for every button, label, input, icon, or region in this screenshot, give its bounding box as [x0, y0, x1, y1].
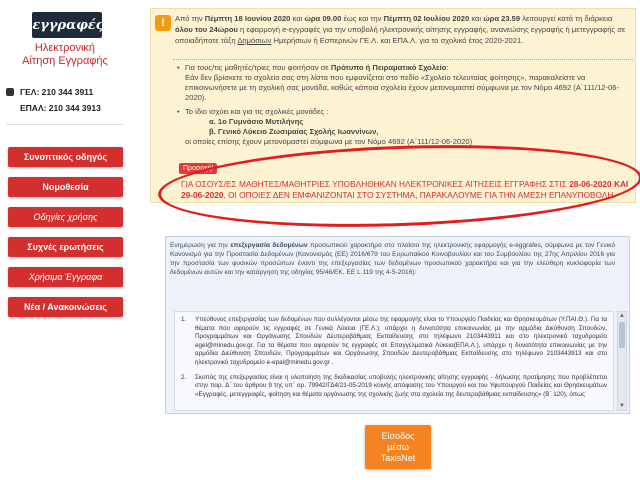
sidebar-divider [6, 124, 124, 125]
nav-documents-button[interactable]: Χρήσιμα Έγγραφα [8, 267, 123, 287]
gdpr-item [181, 374, 607, 400]
gdpr-panel [165, 236, 630, 414]
sidebar [0, 0, 130, 480]
date: 28-06-2020 [569, 179, 612, 189]
school-list [209, 117, 631, 137]
text: Ημερήσιων ή Εσπερινών ΓΕ.Λ. και ΕΠΑ.Λ. για το σχολικό έτος 2020-2021. [271, 36, 524, 45]
nav-news-button[interactable]: Νέα / Ανακοινώσεις [8, 297, 123, 317]
text: λειτουργεί κατά τη διάρκεια [520, 14, 613, 23]
all-day-text: όλου του 24ώρου [175, 25, 238, 34]
announcement-panel [150, 8, 636, 203]
divider [173, 59, 633, 60]
warning-icon: ! [155, 15, 171, 31]
app-title-line2: Αίτηση Εγγραφής [22, 55, 108, 67]
contact-phones [6, 82, 128, 118]
announcement-main-text [175, 13, 631, 46]
nav-legislation-button[interactable]: Νομοθεσία [8, 177, 123, 197]
login-label [381, 431, 416, 464]
login-line: TaxisNet [380, 452, 416, 463]
item-text: Υπεύθυνος επεξεργασίας των δεδομένων που συλλέγονται μέσω της εφαρμογής είναι το Υπουργείο Παιδείας και Θρησκευμάτων (Υ.ΠΑΙ.Θ.). Για τα θέματα που αφορούν τις εγγραφές σε Γενικά Λύκεια (ΓΕ.Λ.), υπάρχει η δυνατότητα επικοινωνίας με την αρμόδια Διεύθυνση Σπουδών, Προγραμμάτων και Οργάνωσης Σπουδών Δευτεροβάθμιας Εκπαίδευσης στο τηλέφωνο 2103443911 και στο ηλεκτρονικό ταχυδρομείο egel@minedu.gov.gr. Για τα θέματα που αφορούν τις εγγραφές σε Επαγγελματικά Λύκεια(ΕΠΑ.Λ.), υπάρχει η δυνατότητα επικοινωνίας με την αρμόδια Διεύθυνση Σπουδών, Προγραμμάτων και Οργάνωσης Σπουδών Δευτεροβάθμιας Εκπαίδευσης στο τηλέφωνο 2103443913 και στο ηλεκτρονικό ταχυδρομείο e-epal@minedu.gov.gr . [195, 316, 607, 366]
scroll-up-icon[interactable]: ▲ [619, 313, 625, 319]
app-title [0, 42, 130, 68]
school-item: α. 1ο Γυμνάσιο Μυτιλήνης [209, 117, 304, 126]
scroll-thumb[interactable] [619, 322, 625, 348]
gdpr-intro [170, 241, 615, 277]
scroll-down-icon[interactable]: ▼ [619, 403, 625, 409]
end-date: Πέμπτη 02 Ιουλίου 2020 [383, 14, 470, 23]
pilot-school-text: Πρότυπο ή Πειραματικό Σχολείο [330, 63, 447, 72]
text: και [469, 14, 484, 23]
taxisnet-login-button[interactable] [365, 425, 431, 469]
item-text: Σκοπός της επεξεργασίας είναι η υλοποίηση της διαδικασίας υποβολής ηλεκτρονικής αίτησης εγγραφής - δήλωσης προτίμησης που προβλέπεται στην παρ. Δ΄ του άρθρου 9 της υπ΄ αρ. 79942/ΓΔ4/21-05-2019 κοινής απόφασης του Υπουργού και του Υφυπουργού Παιδείας και Θρησκευμάτων «Εγγραφές, μετεγγραφές, φοίτηση και θέματα οργάνωσης της σχολικής ζωής στα σχολεία της δευτεροβάθμιας εκπαίδευσης» (Β΄ 120), όπως [195, 373, 607, 398]
gdpr-scroll-area[interactable] [174, 311, 614, 411]
logo-text: εγγραφές [32, 17, 104, 33]
text: Ενημέρωση για την [170, 242, 231, 249]
login-line: Είσοδος [381, 430, 415, 441]
school-note: οι οποίες επίσης έχουν μετονομαστεί σύμφωνα με τον Νόμο 4692 (Α΄111/12-06-2020) [185, 137, 473, 146]
app-title-line1: Ηλεκτρονική [34, 42, 96, 54]
resubmission-warning [181, 179, 631, 201]
text: Το ίδιο ισχύει και για τις σχολικές μονάδες : [185, 107, 329, 116]
phone-gel [6, 86, 128, 98]
gdpr-item [181, 316, 607, 368]
pilot-school-detail: Εάν δεν βρίσκετε το σχολείο σας στη λίστα που εμφανίζεται στο πεδίο «Σχολείο τελευταίας φοίτησης», παρακαλείστε να επικοινωνήσετε με τη σχολική σας μονάδα, καθώς κάποια σχολεία έχουν μετονομαστεί σύμφωνα με τον Νόμο 4692 (Α΄111/12-06-2020). [185, 73, 620, 102]
phone-epal-text: ΕΠΑΛ: 210 344 3913 [20, 103, 101, 113]
text: η εφαρμογή e-εγγραφές για την υποβολή ηλεκτρονικής αίτησης εγγραφής, ανανεώσης εγγραφής ή μετεγγραφής σε οποιαδήποτε τάξη [175, 25, 626, 45]
bullet-schools [175, 107, 631, 147]
text: ΓΙΑ ΟΣΟΥΣ/ΕΣ ΜΑΘΗΤΕΣ/ΜΑΘΗΤΡΙΕΣ ΥΠΟΒΛΗΘΗΚΑΝ ΗΛΕΚΤΡΟΝΙΚΕΣ ΑΙΤΗΣΕΙΣ ΕΓΓΡΑΦΗΣ ΣΤΙΣ [181, 179, 570, 189]
school-item: β. Γενικό Λύκειο Ζωσιμαίας Σχολής Ιωαννίνων, [209, 127, 379, 136]
item-number: 2. [181, 373, 187, 381]
gdpr-scrollbar[interactable] [617, 311, 627, 411]
text: Για τους/τις μαθητές/τριες που φοιτήσαν σε [185, 63, 331, 72]
phone-gel-text: ΓΕΛ: 210 344 3911 [20, 87, 94, 97]
text: επεξεργασία δεδομένων [230, 242, 308, 249]
public-text: Δημόσιων [237, 36, 272, 45]
text: : [446, 63, 449, 72]
text: και [290, 14, 305, 23]
text: Από την [175, 14, 205, 23]
phone-epal [6, 102, 128, 114]
nav-quick-guide-button[interactable]: Συνοπτικός οδηγός [8, 147, 123, 167]
end-time: ώρα 23.59 [483, 14, 521, 23]
announcement-bullets [175, 63, 631, 147]
phone-icon [6, 88, 14, 96]
start-time: ώρα 09.00 [304, 14, 342, 23]
text: έως και την [341, 14, 384, 23]
login-line: μέσω [387, 441, 409, 452]
nav-faq-button[interactable]: Συχνές ερωτήσεις [8, 237, 123, 257]
bullet-pilot-schools [175, 63, 631, 103]
text: προσωπικού χαρακτήρα στο πλαίσιο της ηλεκτρονικής εφαρμογής e-eggrafes, σύμφωνα με τον Γενικό Κανονισμό για την Προστασία Δεδομένων (Κανονισμός (ΕΕ) 2016/679 του Ευρωπαϊκού Κοινοβουλίου και του Συμβουλίου της 27ης Απριλίου 2016 για την προστασία των φυσικών προσώπων έναντι της επεξεργασίας των δεδομένων προσωπικού χαρακτήρα και για την ελεύθερη κυκλοφορία των δεδομένων αυτών και την κατάργηση της οδηγίας 95/46/ΕΚ, ΕΕ L 119 της 4-5-2016): [170, 242, 615, 276]
text: , ΟΙ ΟΠΟΙΕΣ ΔΕΝ ΕΜΦΑΝΙΖΟΝΤΑΙ ΣΤΟ ΣΥΣΤΗΜΑ, ΠΑΡΑΚΑΛΟΥΜΕ ΓΙΑ ΤΗΝ ΑΜΕΣΗ ΕΠΑΝΥΠΟΒΟΛΗ. [223, 190, 616, 200]
item-number: 1. [181, 316, 187, 323]
start-date: Πέμπτη 18 Ιουνίου 2020 [204, 14, 291, 23]
app-logo[interactable] [32, 12, 102, 38]
attention-badge: Προσοχή! [179, 163, 217, 174]
date: 29-06-2020 [181, 190, 224, 200]
text: ΚΑΙ [611, 179, 629, 189]
nav-instructions-button[interactable]: Οδηγίες χρήσης [8, 207, 123, 227]
